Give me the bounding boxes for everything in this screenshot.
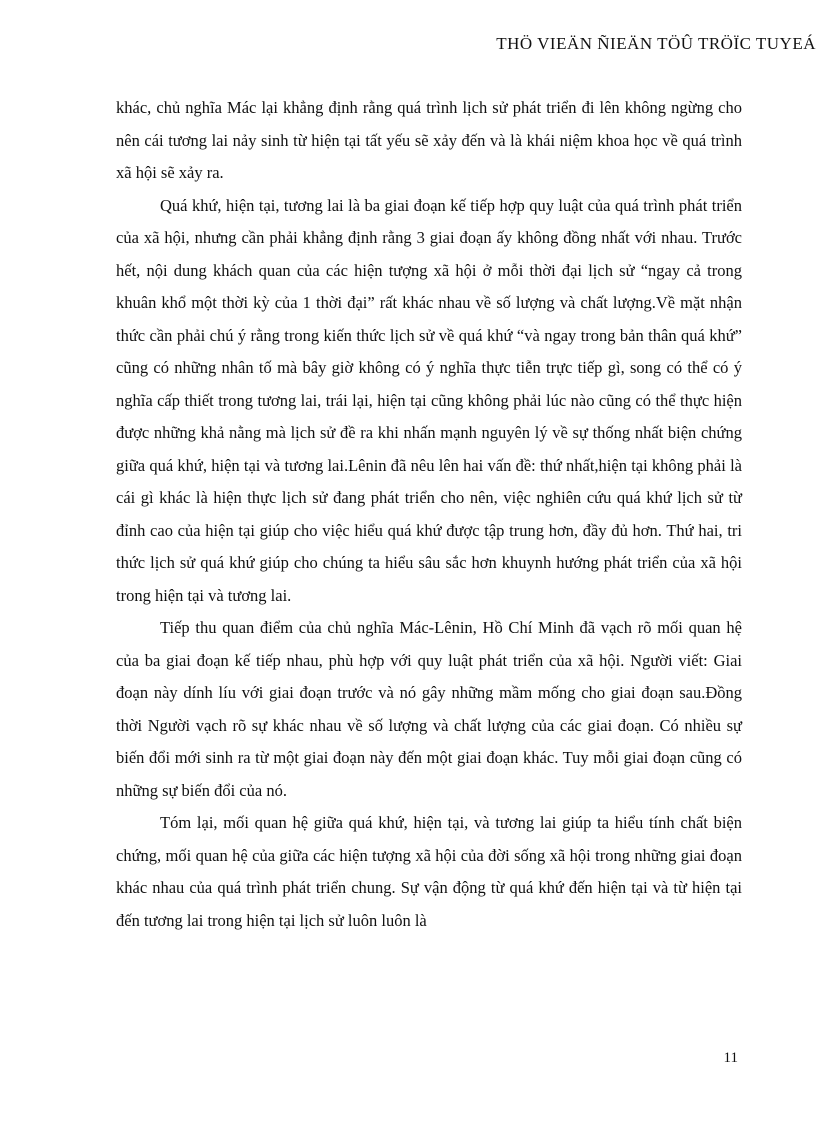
paragraph-ho-chi-minh: Tiếp thu quan điểm của chủ nghĩa Mác-Lênin, Hồ Chí Minh đã vạch rõ mối quan hệ của ba giai đoạn kế tiếp nhau, phù hợp với quy luật phát triển của xã hội. Người viết: Giai đoạn này dính líu với giai đoạn trước và nó gây những mầm mống cho giai đoạn sau.Đồng thời Người vạch rõ sự khác nhau về số lượng và chất lượng của các giai đoạn. Có nhiều sự biến đổi mới sinh ra từ một giai đoạn này đến một giai đoạn khác. Tuy mỗi giai đoạn cũng có những sự biến đổi của nó. (116, 618, 742, 800)
page-body (116, 92, 742, 937)
paragraph-past-present-future: Quá khứ, hiện tại, tương lai là ba giai đoạn kế tiếp hợp quy luật của quá trình phát triển của xã hội, nhưng cần phải khẳng định rằng 3 giai đoạn ấy không đồng nhất với nhau. Trước hết, nội dung khách quan của các hiện tượng xã hội ở mỗi thời đại lịch sử “ngay cả trong khuân khổ một thời kỳ của 1 thời đại” rất khác nhau về số lượng và chất lượng.Về mặt nhận thức cần phải chú ý rằng trong kiến thức lịch sử về quá khứ “và ngay trong bản thân quá khứ” cũng có những nhân tố mà bây giờ không có ý nghĩa thực tiễn trực tiếp gì, song có thể có ý nghĩa cấp thiết trong tương lai, trái lại, hiện tại cũng không phải lúc nào cũng có thể thực hiện được những khả nằng mà lịch sử đề ra khi nhấn mạnh nguyên lý về sự thống nhất biện chứng giữa quá khứ, hiện tại và tương lai.Lênin đã nêu lên hai vấn đề: thứ nhất,hiện tại không phải là cái gì khác là hiện thực lịch sử đang phát triển cho nên, việc nghiên cứu quá khứ lịch sử từ đỉnh cao của hiện tại giúp cho việc hiểu quá khứ được tập trung hơn, đầy đủ hơn. Thứ hai, tri thức lịch sử quá khứ giúp cho chúng ta hiểu sâu sắc hơn khuynh hướng phát triển của xã hội trong hiện tại và tương lai. (116, 195, 742, 605)
running-header: THÖ VIEÄN ÑIEÄN TÖÛ TRÖÏC TUYEÁ (496, 34, 816, 53)
page-number: 11 (723, 1050, 738, 1066)
paragraph-conclusion: Tóm lại, mối quan hệ giữa quá khứ, hiện tại, và tương lai giúp ta hiểu tính chất biện chứng, mối quan hệ của giữa các hiện tượng xã hội của đời sống xã hội trong những giai đoạn khác nhau của quá trình phát triển chung. Sự vận động từ quá khứ đến hiện tại và từ hiện tại đến tương lai trong hiện tại lịch sử luôn luôn là (116, 813, 742, 930)
paragraph-continuation: khác, chủ nghĩa Mác lại khẳng định rằng quá trình lịch sử phát triển đi lên không ngừng cho nên cái tương lai nảy sinh từ hiện tại tất yếu sẽ xảy đến và là khái niệm khoa học về quá trình xã hội sẽ xảy ra. (116, 98, 742, 182)
